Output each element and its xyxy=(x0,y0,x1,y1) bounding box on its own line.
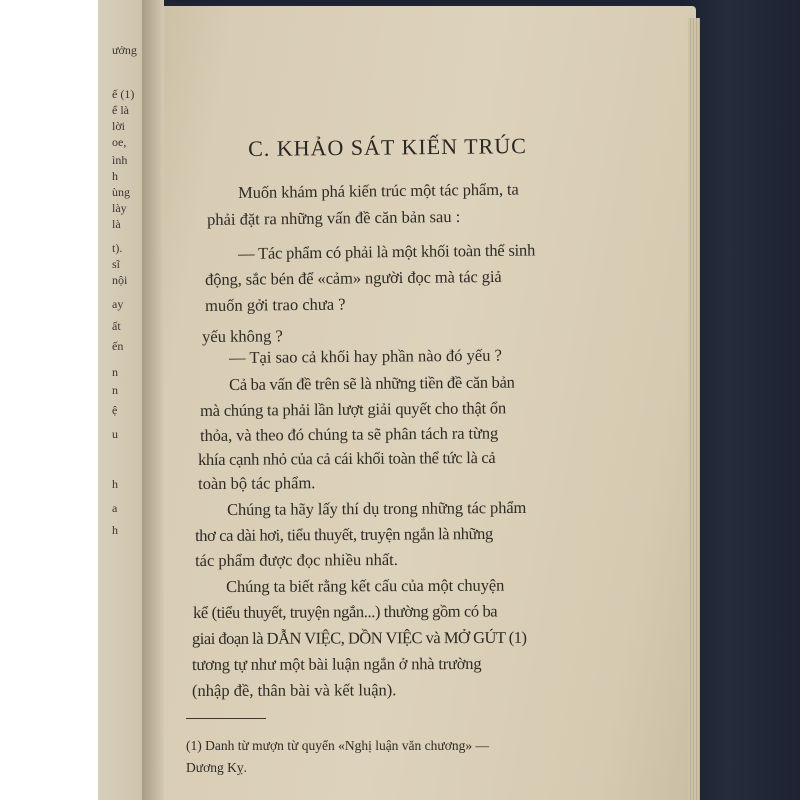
text-line: Muốn khám phá kiến trúc một tác phẩm, ta xyxy=(238,179,519,202)
left-page-fragment: ể là xyxy=(112,103,129,117)
text-line: toàn bộ tác phẩm. xyxy=(198,473,316,493)
left-page-fragment: ế (1) xyxy=(112,87,135,101)
left-page-fragment: lời xyxy=(112,119,126,133)
left-page-fragment: ưởng xyxy=(112,43,137,57)
text-line: khía cạnh nhỏ của cả cái khối toàn thể tức là cả xyxy=(198,447,496,469)
left-page-fragment: là xyxy=(112,217,121,231)
text-line: (nhập đề, thân bài và kết luận). xyxy=(192,680,397,700)
page-edges xyxy=(688,18,700,800)
text-line: Chúng ta biết rằng kết cấu của một chuyện xyxy=(226,575,505,596)
left-page-fragment: ệ xyxy=(112,403,118,417)
footnote-rule xyxy=(186,718,266,719)
text-line: Cả ba vấn đề trên sẽ là những tiền đề căn bản xyxy=(229,372,515,394)
left-page-fragment: h xyxy=(112,523,118,537)
section-heading: C. KHẢO SÁT KIẾN TRÚC xyxy=(248,133,527,161)
text-line: tác phẩm được đọc nhiều nhất. xyxy=(195,549,398,570)
footnote-line-1: (1) Danh từ mượn từ quyển «Nghị luận văn chương» — xyxy=(186,738,489,753)
left-page-fragment: oe, xyxy=(112,135,127,149)
text-line: — Tác phẩm có phải là một khối toàn thể sinh xyxy=(238,240,536,263)
left-page-fragment: ến xyxy=(112,339,124,353)
text-line: muốn gởi trao chưa ? xyxy=(205,294,346,315)
left-page-fragment: nội xyxy=(112,273,128,287)
left-page-fragment: ay xyxy=(112,297,124,311)
text-line: kể (tiểu thuyết, truyện ngắn...) thường gồm có ba xyxy=(193,601,498,622)
left-page-fragment: h xyxy=(112,477,118,491)
left-page-fragment: ùng xyxy=(112,185,130,199)
left-page-fragment: u xyxy=(112,427,118,441)
left-page-fragment: sĩ xyxy=(112,257,121,271)
text-line: yếu không ? xyxy=(202,326,283,346)
text-line: thơ ca dài hơi, tiểu thuyết, truyện ngắn là những xyxy=(195,523,493,545)
left-page-fragment: ình xyxy=(112,153,128,167)
text-line: — Tại sao cả khối hay phần nào đó yếu ? xyxy=(229,345,502,367)
text-line: động, sắc bén để «cảm» người đọc mà tác giả xyxy=(205,266,502,289)
left-page-fragment: h xyxy=(112,169,118,183)
text-line: thỏa, và theo đó chúng ta sẽ phân tách ra từng xyxy=(200,423,499,445)
left-page-fragment: n xyxy=(112,365,118,379)
left-page-fragment: t). xyxy=(112,241,123,255)
left-page-fragment: ất xyxy=(112,319,121,333)
text-line: Chúng ta hãy lấy thí dụ trong những tác phẩm xyxy=(227,497,527,519)
left-page-fragment: lày xyxy=(112,201,127,215)
left-page-fragment: n xyxy=(112,383,118,397)
text-line: phải đặt ra những vấn đề căn bản sau : xyxy=(207,206,461,229)
text-line: tương tự như một bài luận ngắn ở nhà trường xyxy=(192,653,482,674)
book-gutter xyxy=(142,0,164,800)
text-line: giai đoạn là DẪN VIỆC, DỒN VIỆC và MỞ GÚT (1) xyxy=(192,627,527,648)
left-page-fragment: a xyxy=(112,501,118,515)
text-line: mà chúng ta phải lần lượt giải quyết cho thật ổn xyxy=(200,398,507,420)
footnote-line-2: Dương Kỵ. xyxy=(186,760,247,775)
